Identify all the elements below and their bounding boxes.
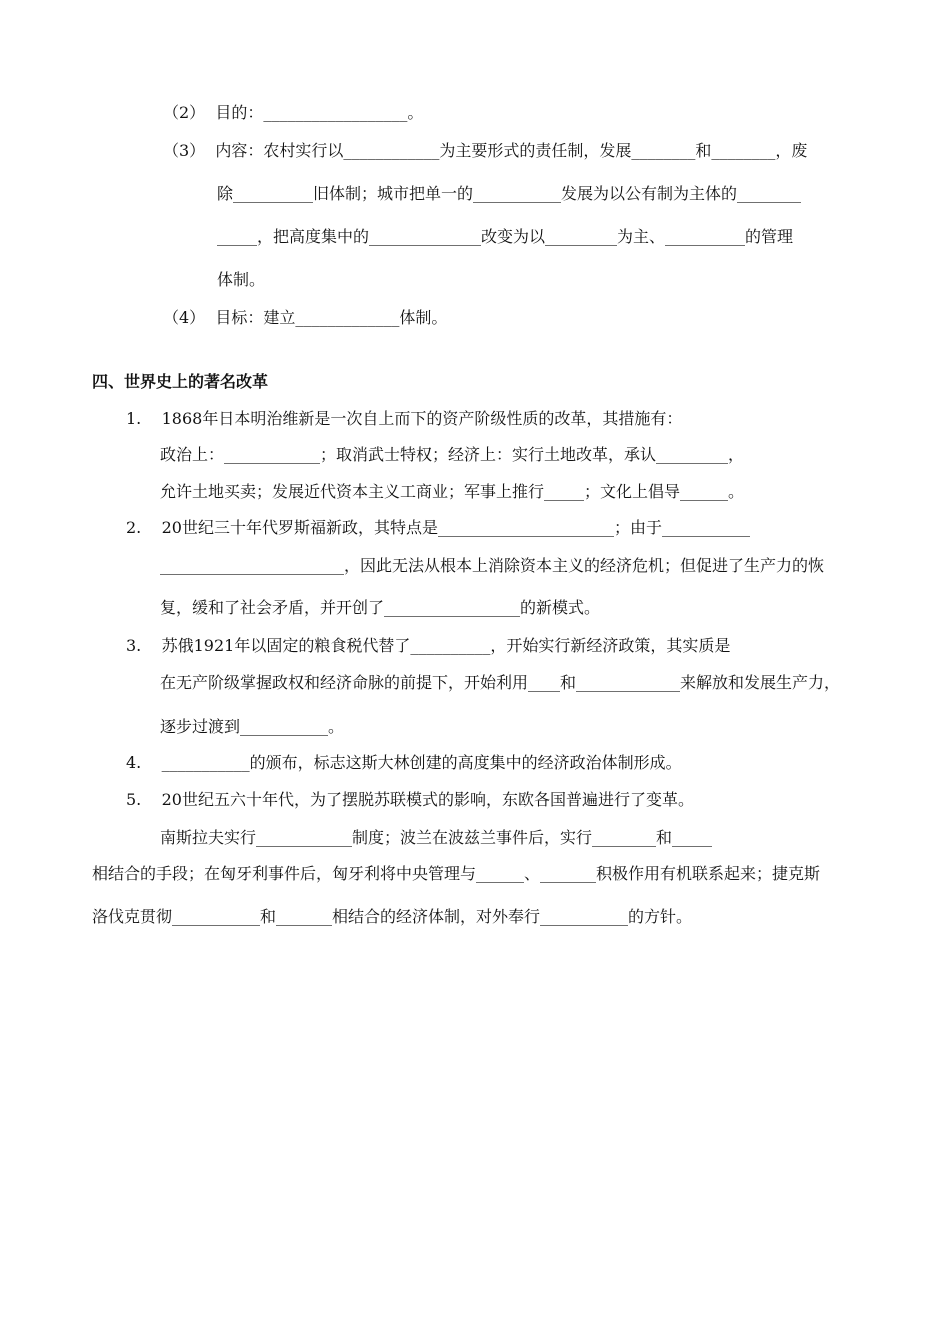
- section-4-heading: 四、世界史上的著名改革: [92, 372, 269, 391]
- item-3-content-line-2: 除__________旧体制；城市把单一的___________发展为以公有制为主体的________: [217, 184, 802, 203]
- q5-line-1: 5. 20世纪五六十年代，为了摆脱苏联模式的影响，东欧各国普遍进行了变革。: [126, 790, 694, 809]
- item-3-content-line-4: 体制。: [217, 270, 266, 289]
- q1-line-3: 允许土地买卖；发展近代资本主义工商业；军事上推行_____；文化上倡导______。: [160, 482, 745, 501]
- q2-line-2: _______________________，因此无法从根本上消除资本主义的经济危机；但促进了生产力的恢: [160, 556, 825, 575]
- q5-line-2: 南斯拉夫实行____________制度；波兰在波兹兰事件后，实行________和_____: [160, 828, 713, 847]
- q1-line-1: 1. 1868年日本明治维新是一次自上而下的资产阶级性质的改革，其措施有：: [126, 409, 683, 428]
- q5-line-3: 相结合的手段；在匈牙利事件后，匈牙利将中央管理与______、_______积极作用有机联系起来；捷克斯: [92, 864, 821, 883]
- q5-line-4: 洛伐克贯彻___________和_______相结合的经济体制，对外奉行___________的方针。: [92, 907, 693, 926]
- q4-line-1: 4. ___________的颁布，标志这斯大林创建的高度集中的经济政治体制形成。: [126, 753, 682, 772]
- q3-line-3: 逐步过渡到___________。: [160, 717, 345, 736]
- q1-line-2: 政治上：____________；取消武士特权；经济上：实行土地改革，承认_________，: [160, 445, 745, 464]
- q3-line-1: 3. 苏俄1921年以固定的粮食税代替了__________，开始实行新经济政策，其实质是: [126, 636, 731, 655]
- q2-line-1: 2. 20世纪三十年代罗斯福新政，其特点是______________________；由于___________: [126, 518, 750, 537]
- q3-line-2: 在无产阶级掌握政权和经济命脉的前提下，开始利用____和_____________来解放和发展生产力，: [160, 673, 841, 692]
- q2-line-3: 复，缓和了社会矛盾，并开创了_________________的新模式。: [160, 598, 601, 617]
- item-3-content-line-1: （3） 内容：农村实行以____________为主要形式的责任制，发展________和________，废: [163, 141, 808, 160]
- item-3-content-line-3: _____，把高度集中的______________改变为以_________为主、__________的管理: [217, 227, 794, 246]
- item-4-goal: （4） 目标：建立_____________体制。: [163, 308, 448, 327]
- item-2-purpose: （2） 目的：__________________。: [163, 103, 424, 122]
